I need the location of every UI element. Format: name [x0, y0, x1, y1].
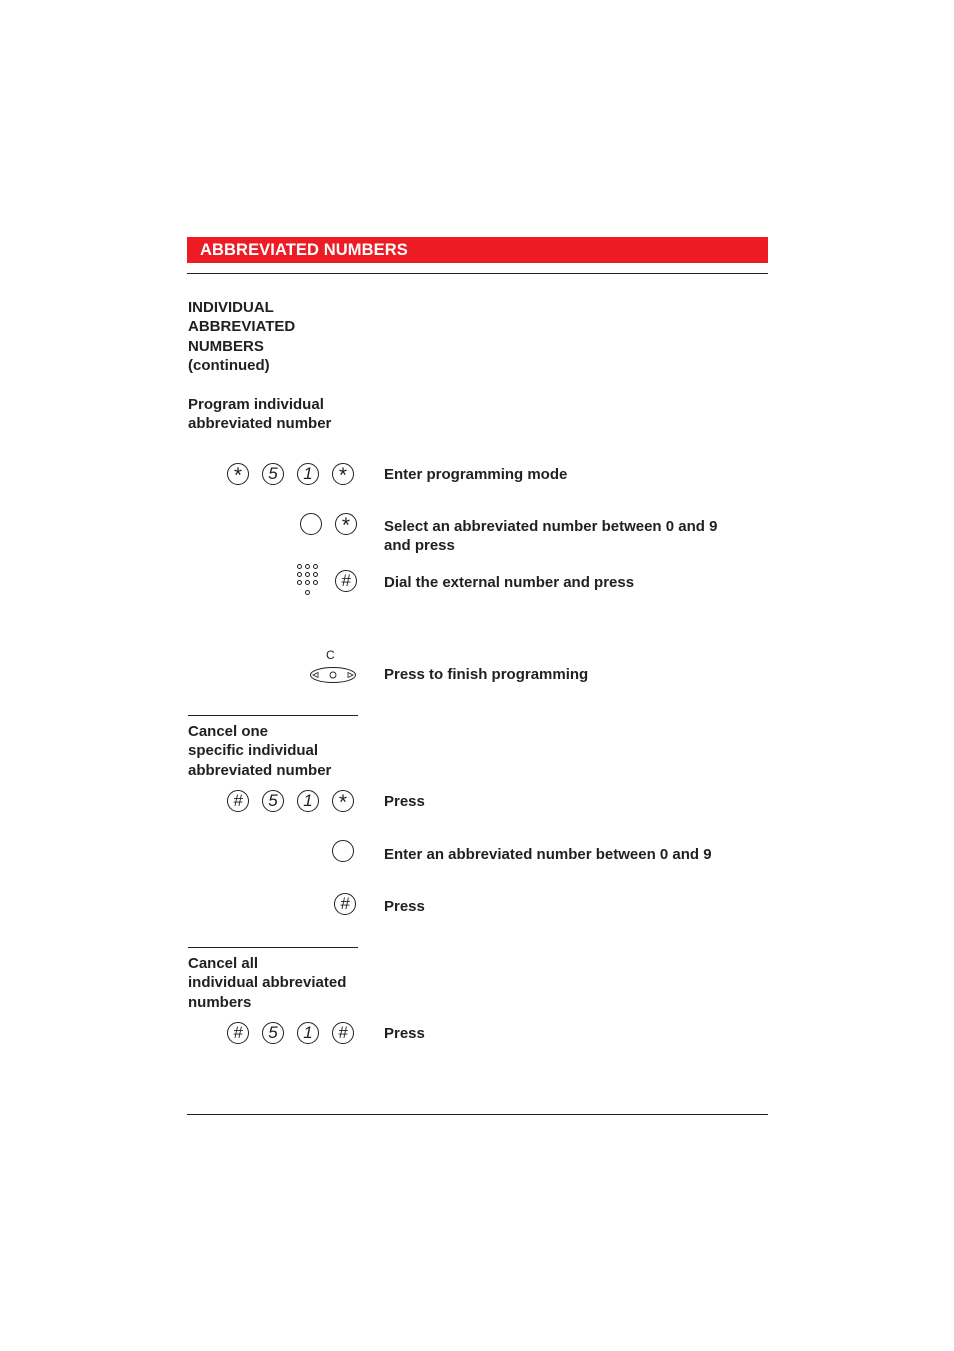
subsection-heading-cancel-one: Cancel one specific individual abbreviated number [188, 723, 332, 779]
star-key-icon: * [227, 463, 249, 485]
hash-key-icon: # [227, 1022, 249, 1044]
step-text: Press [384, 898, 425, 915]
step-text: Press [384, 793, 425, 810]
top-divider [187, 273, 768, 274]
bottom-divider [187, 1114, 768, 1115]
star-key-icon: * [332, 790, 354, 812]
digit-5-key-icon: 5 [262, 463, 284, 485]
star-key-icon: * [335, 513, 357, 535]
hash-key-icon: # [332, 1022, 354, 1044]
subsection-heading-cancel-all: Cancel all individual abbreviated numbers [188, 955, 347, 1011]
keypad-icon [297, 564, 321, 598]
clear-key-icon: C [309, 649, 357, 685]
section-heading: INDIVIDUAL ABBREVIATED NUMBERS (continued) [188, 299, 296, 375]
digit-5-key-icon: 5 [262, 1022, 284, 1044]
digit-1-key-icon: 1 [297, 1022, 319, 1044]
step-text: Enter programming mode [384, 466, 568, 483]
step-text: Dial the external number and press [384, 574, 635, 591]
step-text: Enter an abbreviated number between 0 and 9 [384, 846, 712, 863]
blank-digit-key-icon [300, 513, 322, 535]
subsection-heading-program: Program individual abbreviated number [188, 396, 332, 433]
star-key-icon: * [332, 463, 354, 485]
section-title: ABBREVIATED NUMBERS [200, 241, 408, 259]
section-divider [188, 947, 358, 948]
blank-digit-key-icon [332, 840, 354, 862]
step-text: Press to finish programming [384, 666, 589, 683]
section-banner [187, 237, 768, 263]
step-text: Press [384, 1025, 425, 1042]
hash-key-icon: # [334, 893, 356, 915]
digit-1-key-icon: 1 [297, 463, 319, 485]
section-divider [188, 715, 358, 716]
hash-key-icon: # [335, 570, 357, 592]
digit-1-key-icon: 1 [297, 790, 319, 812]
digit-5-key-icon: 5 [262, 790, 284, 812]
hash-key-icon: # [227, 790, 249, 812]
step-text: Select an abbreviated number between 0 and 9 and press [384, 518, 718, 555]
